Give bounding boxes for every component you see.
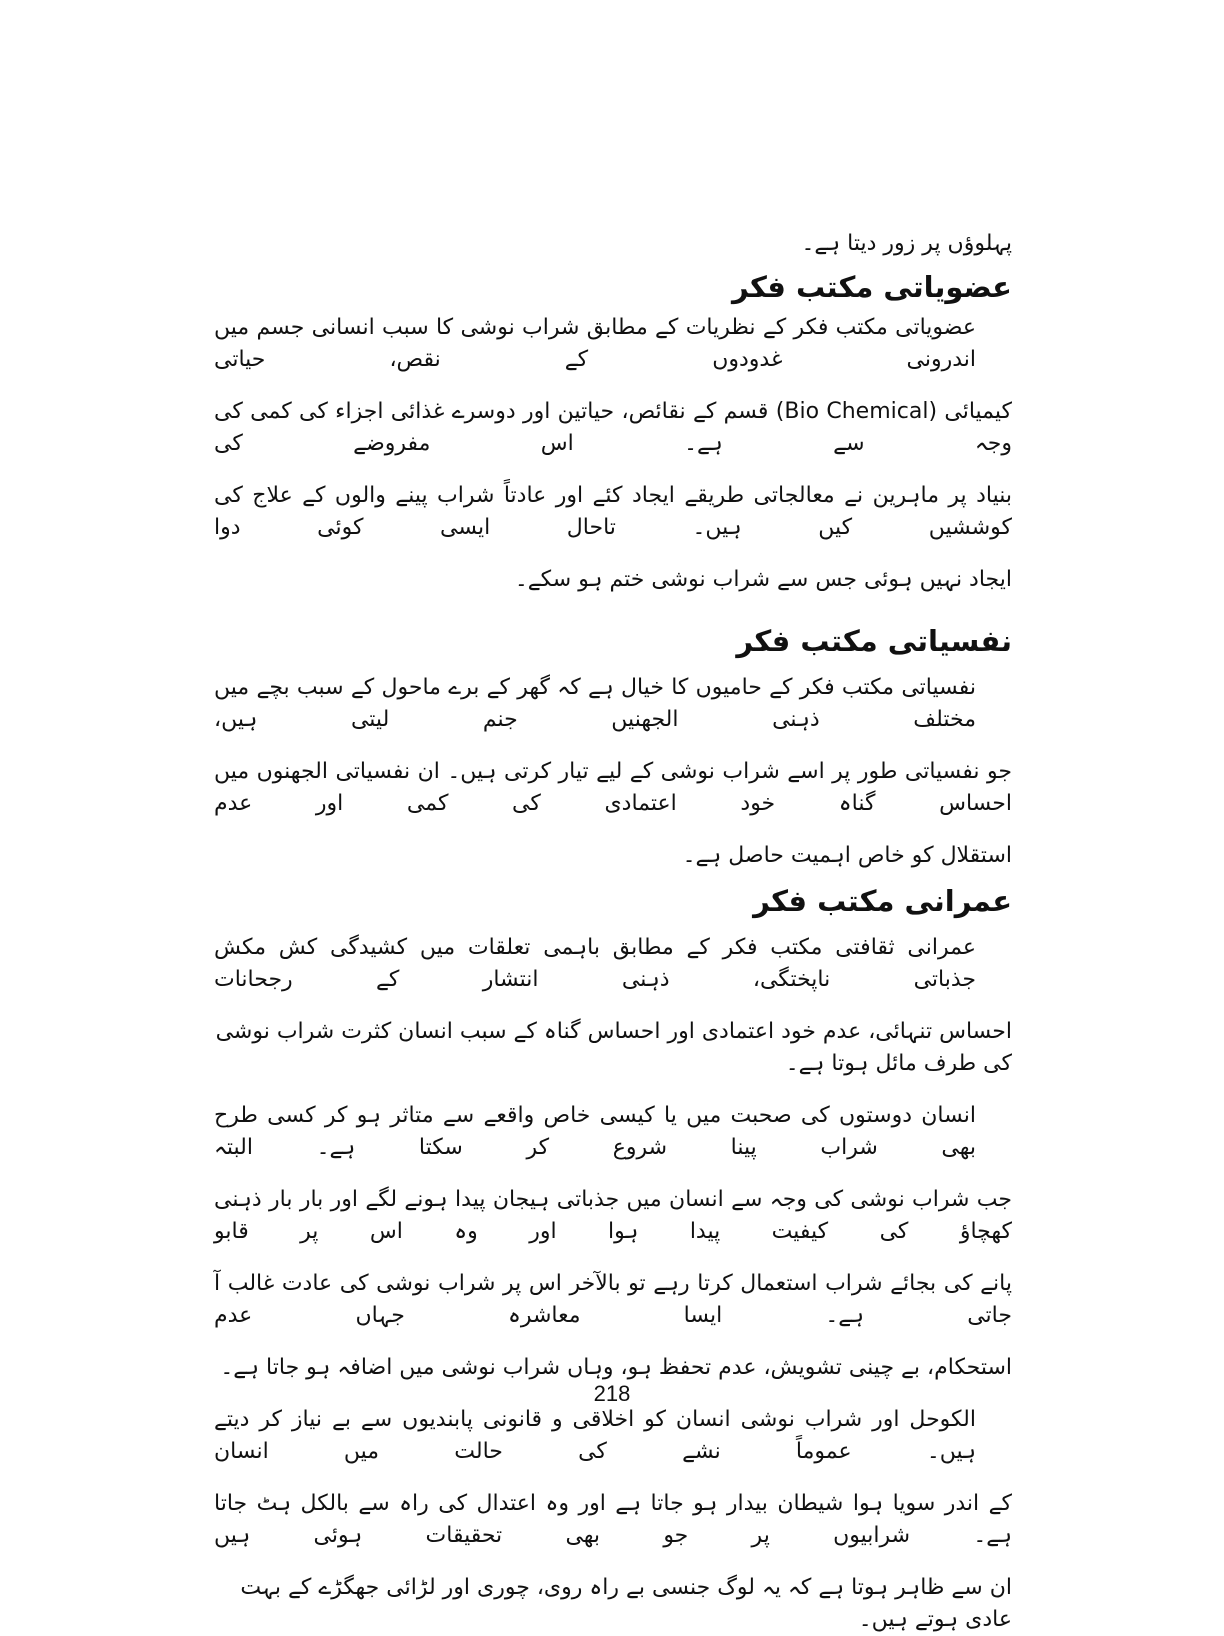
paragraph-line: عضویاتی مکتب فکر کے نظریات کے مطابق شراب نوشی کا سبب انسانی جسم میں اندرونی غدودوں کے نقص، حیاتی bbox=[214, 315, 976, 372]
paragraph-line: استحکام، بے چینی تشویش، عدم تحفظ ہو، وہاں شراب نوشی میں اضافہ ہو جاتا ہے۔ bbox=[220, 1355, 1012, 1380]
paragraph-psychological bbox=[214, 672, 1012, 872]
paragraph-line: جب شراب نوشی کی وجہ سے انسان میں جذباتی ہیجان پیدا ہونے لگے اور بار بار ذہنی کھچاؤ کی کیفیت پیدا ہوا اور وہ اس پر قابو bbox=[214, 1187, 1012, 1244]
page-number: 218 bbox=[593, 1381, 631, 1406]
paragraph-line: بنیاد پر ماہرین نے معالجاتی طریقے ایجاد کئے اور عادتاً شراب پینے والوں کے علاج کی کوششیں کیں ہیں۔ تاحال ایسی کوئی دوا bbox=[214, 483, 1012, 540]
page-content bbox=[214, 222, 1012, 1636]
paragraph-line: استقلال کو خاص اہمیت حاصل ہے۔ bbox=[682, 843, 1012, 868]
section-heading-social: عمرانی مکتب فکر bbox=[753, 884, 1012, 918]
paragraph-social-3 bbox=[214, 1404, 1012, 1636]
paragraph-line: ان سے ظاہر ہوتا ہے کہ یہ لوگ جنسی بے راہ روی، چوری اور لڑائی جھگڑے کے بہت عادی ہوتے ہیں۔ bbox=[240, 1575, 1012, 1632]
paragraph-social-2 bbox=[214, 1100, 1012, 1384]
paragraph-line-text: کیمیائی (Bio Chemical) قسم کے نقائص، حیاتین اور دوسرے غذائی اجزاء کی کمی کی وجہ سے ہے۔ اس مفروضے کی bbox=[214, 399, 1012, 456]
continuation-line: پہلوؤں پر زور دیتا ہے۔ bbox=[801, 231, 1012, 256]
paragraph-line: انسان دوستوں کی صحبت میں یا کیسی خاص واقعے سے متاثر ہو کر کسی طرح بھی شراب پینا شروع کر سکتا ہے۔ البتہ bbox=[214, 1103, 976, 1160]
paragraph-line: پانے کی بجائے شراب استعمال کرتا رہے تو بالآخر اس پر شراب نوشی کی عادت غالب آ جاتی ہے۔ ایسا معاشرہ جہاں عدم bbox=[214, 1271, 1012, 1328]
paragraph-line: احساس تنہائی، عدم خود اعتمادی اور احساس گناہ کے سبب انسان کثرت شراب نوشی کی طرف مائل ہوتا ہے۔ bbox=[215, 1019, 1012, 1076]
paragraph-line-with-english-term bbox=[214, 396, 1012, 460]
paragraph-organic bbox=[214, 312, 1012, 596]
section-heading-psychological: نفسیاتی مکتب فکر bbox=[736, 624, 1012, 658]
paragraph-line: الکوحل اور شراب نوشی انسان کو اخلاقی و قانونی پابندیوں سے بے نیاز کر دیتے ہیں۔ عموماً نشے کی حالت میں انسان bbox=[214, 1407, 976, 1464]
paragraph-line: عمرانی ثقافتی مکتب فکر کے مطابق باہمی تعلقات میں کشیدگی کش مکش جذباتی ناپختگی، ذہنی انتشار کے رجحانات bbox=[214, 935, 976, 992]
paragraph-line: جو نفسیاتی طور پر اسے شراب نوشی کے لیے تیار کرتی ہیں۔ ان نفسیاتی الجھنوں میں احساس گناہ خود اعتمادی کی کمی اور عدم bbox=[214, 759, 1012, 816]
paragraph-line: ایجاد نہیں ہوئی جس سے شراب نوشی ختم ہو سکے۔ bbox=[514, 567, 1012, 592]
paragraph-social-1 bbox=[214, 932, 1012, 1080]
paragraph-line: کے اندر سویا ہوا شیطان بیدار ہو جاتا ہے اور وہ اعتدال کی راہ سے بالکل ہٹ جاتا ہے۔ شرابیوں پر جو بھی تحقیقات ہوئی ہیں bbox=[214, 1491, 1012, 1548]
paragraph-line: نفسیاتی مکتب فکر کے حامیوں کا خیال ہے کہ گھر کے برے ماحول کے سبب بچے میں مختلف ذہنی الجھنیں جنم لیتی ہیں، bbox=[214, 675, 976, 732]
section-heading-organic: عضویاتی مکتب فکر bbox=[731, 270, 1012, 304]
